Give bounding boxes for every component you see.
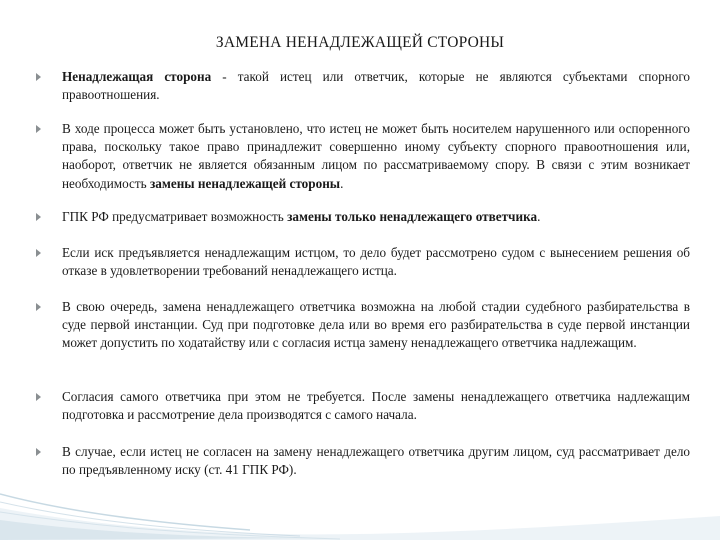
bullet-arrow-icon [36, 249, 41, 257]
term-bold: замены ненадлежащей стороны [149, 175, 341, 191]
text-run: . [340, 175, 344, 191]
bullet-arrow-icon [36, 448, 41, 456]
text-run: В ходе процесса может быть установлено, что истец не может быть носителем нарушенного или оспоренного права, поскольку такое право принадлежит совершенно иному субъекту спорного правоотношения или, наоборот, ответчик не является обязанным лицом по рассматриваемому спору. В связи с этим возникает необходимость [62, 121, 690, 191]
text-run: - такой истец или ответчик, которые не являются субъектами спорного правоотношения. [62, 69, 690, 103]
term-bold: замены только ненадлежащего ответчика [287, 209, 538, 224]
term-bold: Ненадлежащая сторона [62, 69, 212, 84]
bullet-text [62, 244, 690, 280]
bullet-arrow-icon [36, 125, 41, 133]
text-run: Если иск предъявляется ненадлежащим истцом, то дело будет рассмотрено судом с вынесением решения об отказе в удовлетворении требований ненадлежащего истца. [62, 245, 690, 279]
text-run: Согласия самого ответчика при этом не требуется. После замены ненадлежащего ответчика надлежащим подготовка и рассмотрение дела производятся с самого начала. [62, 389, 690, 423]
text-run: В свою очередь, замена ненадлежащего ответчика возможна на любой стадии судебного разбирательства в суде первой инстанции. Суд при подготовке дела или во время его разбирательства в суде первой инстанции может допустить по ходатайству или с согласия истца замену ненадлежащего ответчика надлежащим. [62, 299, 690, 351]
bullet-arrow-icon [36, 213, 41, 221]
slide-title: ЗАМЕНА НЕНАДЛЕЖАЩЕЙ СТОРОНЫ [215, 34, 505, 51]
bullet-item [62, 208, 690, 226]
bullet-item [62, 68, 690, 104]
bullet-item [62, 120, 690, 193]
bullet-item [62, 443, 690, 479]
bullet-item [62, 298, 690, 353]
text-run: В случае, если истец не согласен на замену ненадлежащего ответчика другим лицом, суд рассматривает дело по предъявленному иску (ст. 41 ГПК РФ). [62, 444, 690, 478]
bullet-text [62, 388, 690, 424]
bullet-arrow-icon [36, 73, 41, 81]
bullet-item [62, 388, 690, 424]
bullet-text [62, 298, 690, 353]
text-run: . [537, 209, 541, 224]
bullet-text [62, 208, 690, 226]
bullet-text [62, 443, 690, 479]
bullet-text [62, 120, 690, 193]
text-run: ГПК РФ предусматривает возможность [62, 209, 288, 224]
bullet-arrow-icon [36, 303, 41, 311]
bullet-text [62, 68, 690, 104]
bullet-arrow-icon [36, 393, 41, 401]
bullet-item [62, 244, 690, 280]
